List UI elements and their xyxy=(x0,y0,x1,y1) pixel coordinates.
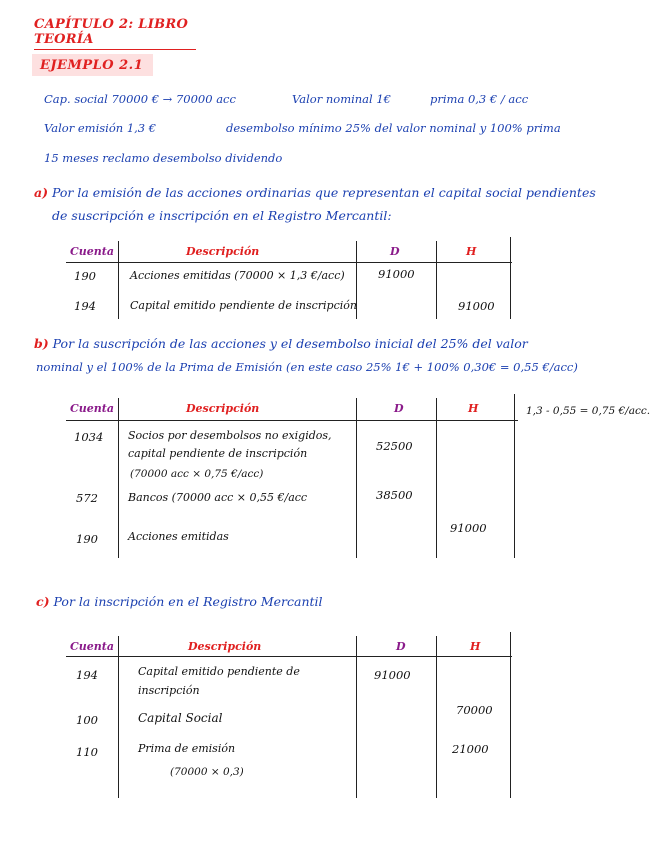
intro-capital-social: Cap. social 70000 € → 70000 acc xyxy=(44,92,236,106)
table-a-divider xyxy=(510,237,511,319)
table-b-divider xyxy=(514,394,515,558)
table-b-divider xyxy=(118,398,119,558)
table-b-row-1-desc-3: (70000 acc × 0,75 €/acc) xyxy=(130,468,264,480)
table-b-row-1-cuenta: 1034 xyxy=(74,430,104,444)
table-c-header-descripcion: Descripción xyxy=(188,640,262,653)
intro-desembolso-minimo: desembolso mínimo 25% del valor nominal y 100% prima xyxy=(226,121,561,135)
table-a-header-haber: H xyxy=(466,245,477,258)
table-c-row-2-cuenta: 100 xyxy=(76,713,98,727)
table-b-row-2-debe: 38500 xyxy=(376,488,413,502)
intro-reclamo: 15 meses reclamo desembolso dividendo xyxy=(44,151,283,165)
table-b-header-descripcion: Descripción xyxy=(186,402,260,415)
section-b-text-2: nominal y el 100% de la Prima de Emisión (en este caso 25% 1€ + 100% 0,30€ = 0,55 €/acc) xyxy=(36,360,578,374)
intro-prima: prima 0,3 € / acc xyxy=(430,92,529,106)
table-c-row-1-cuenta: 194 xyxy=(76,668,98,682)
section-b-side-note: 1,3 - 0,55 = 0,75 €/acc. xyxy=(526,405,651,417)
table-c-header-rule xyxy=(66,656,512,657)
section-c-label: c) xyxy=(36,594,50,609)
table-c-divider xyxy=(510,632,511,798)
section-c-text-1: Por la inscripción en el Registro Mercantil xyxy=(53,594,323,609)
table-a-header-rule xyxy=(66,262,512,263)
table-b-header-haber: H xyxy=(468,402,479,415)
section-b-text-1: Por la suscripción de las acciones y el desembolso inicial del 25% del valor xyxy=(52,336,528,351)
table-a-header-descripcion: Descripción xyxy=(186,245,260,258)
table-b-row-3-haber: 91000 xyxy=(450,521,487,535)
intro-valor-nominal: Valor nominal 1€ xyxy=(292,92,392,106)
table-c-divider xyxy=(118,636,119,798)
table-c-row-3-desc-2: (70000 × 0,3) xyxy=(170,766,244,778)
table-a-row-1-descripcion: Acciones emitidas (70000 × 1,3 €/acc) xyxy=(130,269,345,282)
section-a-text-1: Por la emisión de las acciones ordinarias que representan el capital social pendientes xyxy=(52,185,596,200)
section-a-text-2: de suscripción e inscripción en el Registro Mercantil: xyxy=(52,208,392,223)
table-b-row-1-debe: 52500 xyxy=(376,439,413,453)
table-c-row-3-desc-1: Prima de emisión xyxy=(138,742,236,755)
section-a-label: a) xyxy=(34,185,49,200)
table-c-row-1-desc-2: inscripción xyxy=(138,684,200,697)
table-a-row-1-cuenta: 190 xyxy=(74,269,96,283)
table-c-row-1-desc-1: Capital emitido pendiente de xyxy=(138,665,300,678)
table-c-divider xyxy=(436,636,437,798)
table-c-row-3-cuenta: 110 xyxy=(76,745,98,759)
section-c-description xyxy=(36,590,596,613)
table-b-row-3-desc-1: Acciones emitidas xyxy=(128,530,229,543)
intro-valor-emision: Valor emisión 1,3 € xyxy=(44,121,157,135)
chapter-title: CAPÍTULO 2: LIBRO TEORÍA xyxy=(34,17,196,50)
table-b-divider xyxy=(356,398,357,558)
table-a-divider xyxy=(118,241,119,319)
table-b-divider xyxy=(436,398,437,558)
table-c-row-3-haber: 21000 xyxy=(452,742,489,756)
section-a-description xyxy=(34,181,644,227)
table-b-row-3-cuenta: 190 xyxy=(76,532,98,546)
table-b-header-debe: D xyxy=(394,402,404,415)
section-b-description xyxy=(34,332,650,379)
table-b-row-1-desc-1: Socios por desembolsos no exigidos, xyxy=(128,429,332,442)
table-a-divider xyxy=(436,241,437,319)
table-b-header-rule xyxy=(66,420,518,421)
table-b-header-cuenta: Cuenta xyxy=(70,402,114,415)
table-b-row-2-cuenta: 572 xyxy=(76,491,98,505)
table-a-row-2-cuenta: 194 xyxy=(74,299,96,313)
table-c-header-debe: D xyxy=(396,640,406,653)
table-a-header-cuenta: Cuenta xyxy=(70,245,114,258)
table-a-header-debe: D xyxy=(390,245,400,258)
section-b-label: b) xyxy=(34,336,49,351)
table-b-row-2-desc-1: Bancos (70000 acc × 0,55 €/acc xyxy=(128,491,308,504)
table-c-row-2-desc-1: Capital Social xyxy=(138,711,223,725)
table-c-header-haber: H xyxy=(470,640,481,653)
table-a-row-1-debe: 91000 xyxy=(378,267,415,281)
table-c-row-1-debe: 91000 xyxy=(374,668,411,682)
table-b-row-1-desc-2: capital pendiente de inscripción xyxy=(128,447,308,460)
table-c-row-2-haber: 70000 xyxy=(456,703,493,717)
table-a-row-2-haber: 91000 xyxy=(458,299,495,313)
table-c-header-cuenta: Cuenta xyxy=(70,640,114,653)
example-label: EJEMPLO 2.1 xyxy=(32,54,153,76)
table-c-divider xyxy=(356,636,357,798)
table-a-row-2-descripcion: Capital emitido pendiente de inscripción xyxy=(130,299,357,312)
